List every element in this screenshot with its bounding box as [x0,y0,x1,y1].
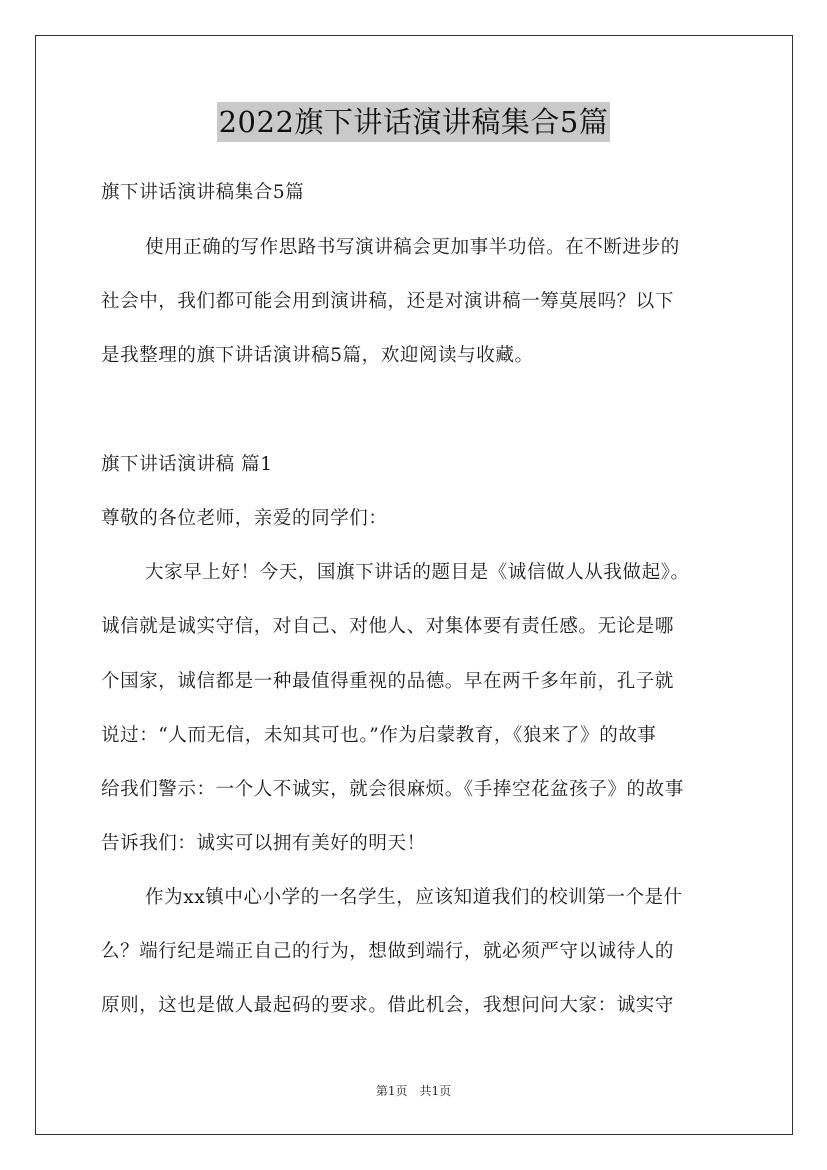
body-paragraph-2-line-2: 么？端行纪是端正自己的行为，想做到端行，就必须严守以诚待人的 [101,941,675,962]
intro-paragraph-line-1: 使用正确的写作思路书写演讲稿会更加事半功倍。在不断进步的 [145,237,680,258]
body-paragraph-1-line-1: 大家早上好！今天，国旗下讲话的题目是《诚信做人从我做起》。 [145,562,690,583]
body-paragraph-1-line-3: 个国家，诚信都是一种最值得重视的品德。早在两千多年前，孔子就 [101,671,675,692]
intro-paragraph-line-3: 是我整理的旗下讲话演讲稿5篇，欢迎阅读与收藏。 [101,345,534,366]
salutation-line: 尊敬的各位老师，亲爱的同学们： [101,508,388,529]
body-paragraph-1-line-6: 告诉我们：诚实可以拥有美好的明天！ [101,833,426,854]
body-paragraph-2-line-3: 原则，这也是做人最起码的要求。借此机会，我想问问大家：诚实守 [101,995,675,1016]
document-title: 2022旗下讲话演讲稿集合5篇 [217,102,611,142]
body-paragraph-1-line-2: 诚信就是诚实守信，对自己、对他人、对集体要有责任感。无论是哪 [101,616,675,637]
subtitle-line: 旗下讲话演讲稿集合5篇 [101,182,305,203]
section-heading: 旗下讲话演讲稿 篇1 [101,454,273,475]
body-paragraph-1-line-5: 给我们警示：一个人不诚实，就会很麻烦。《手捧空花盆孩子》的故事 [101,779,684,800]
body-paragraph-1-line-4: 说过：“人而无信，未知其可也。”作为启蒙教育，《狼来了》的故事 [101,725,657,746]
body-paragraph-2-line-1: 作为xx镇中心小学的一名学生，应该知道我们的校训第一个是什 [145,887,683,908]
page-number-footer: 第1页 共1页 [375,1084,452,1098]
title-container [0,102,827,142]
intro-paragraph-line-2: 社会中，我们都可能会用到演讲稿，还是对演讲稿一筹莫展吗？以下 [101,291,675,312]
